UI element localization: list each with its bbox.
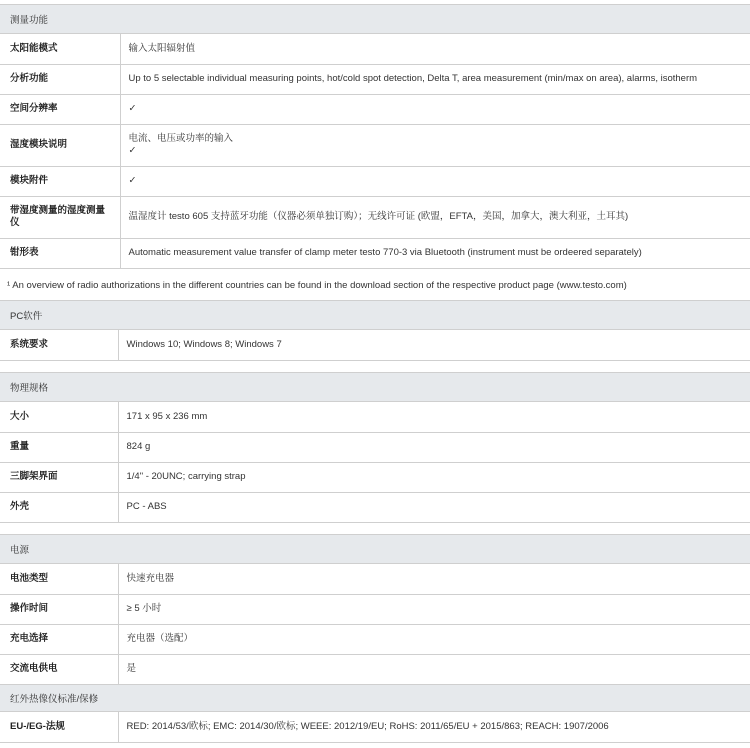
section-header: PC软件 xyxy=(0,300,750,330)
spec-value: 824 g xyxy=(118,432,750,462)
spec-value: 171 x 95 x 236 mm xyxy=(118,402,750,432)
spec-key: 电池类型 xyxy=(0,564,118,594)
spec-value: ≥ 5 小时 xyxy=(118,594,750,624)
table-row xyxy=(0,654,750,684)
section-pc-software xyxy=(0,300,750,361)
spec-key: 充电选择 xyxy=(0,624,118,654)
table-row xyxy=(0,432,750,462)
spec-table xyxy=(0,34,750,269)
table-row xyxy=(0,196,750,238)
section-standards-warranty xyxy=(0,684,750,743)
spec-key: 外壳 xyxy=(0,492,118,522)
spec-table xyxy=(0,564,750,685)
spec-value xyxy=(120,124,750,166)
table-row xyxy=(0,712,750,742)
table-row xyxy=(0,64,750,94)
spec-value: Windows 10; Windows 8; Windows 7 xyxy=(118,330,750,360)
section-physical-specs xyxy=(0,372,750,523)
spec-key: 系统要求 xyxy=(0,330,118,360)
section-header: 电源 xyxy=(0,534,750,564)
section-header: 红外热像仪标准/保修 xyxy=(0,684,750,712)
spec-key: 模块附件 xyxy=(0,166,120,196)
spec-value: 温湿度计 testo 605 支持蓝牙功能（仪器必须单独订购）；无线许可证 (欧盟，EFTA，美国，加拿大，澳大利亚，土耳其) xyxy=(120,196,750,238)
spec-table xyxy=(0,330,750,361)
section-measurement-functions xyxy=(0,4,750,269)
spec-value: Automatic measurement value transfer of clamp meter testo 770-3 via Bluetooth (instrument must be ordeered separately) xyxy=(120,238,750,268)
table-row xyxy=(0,34,750,64)
spec-key: 湿度模块说明 xyxy=(0,124,120,166)
spec-value: ✓ xyxy=(120,94,750,124)
spec-key: 分析功能 xyxy=(0,64,120,94)
spec-table xyxy=(0,402,750,523)
table-row xyxy=(0,166,750,196)
spec-key: 钳形表 xyxy=(0,238,120,268)
spec-value: RED: 2014/53/欧标; EMC: 2014/30/欧标; WEEE: 2012/19/EU; RoHS: 2011/65/EU + 2015/863; REACH: 1907/2006 xyxy=(118,712,750,742)
section-power xyxy=(0,534,750,685)
spec-value: PC - ABS xyxy=(118,492,750,522)
spec-value: Up to 5 selectable individual measuring points, hot/cold spot detection, Delta T, area measurement (min/max on area), alarms, isotherm xyxy=(120,64,750,94)
table-row xyxy=(0,238,750,268)
check-mark: ✓ xyxy=(128,145,137,156)
spec-key: 大小 xyxy=(0,402,118,432)
spec-key: 带湿度测量的湿度测量仪 xyxy=(0,196,120,238)
spec-key: 交流电供电 xyxy=(0,654,118,684)
table-row xyxy=(0,330,750,360)
spec-value: 1/4" - 20UNC; carrying strap xyxy=(118,462,750,492)
spec-value: 充电器（选配） xyxy=(118,624,750,654)
spec-value: ✓ xyxy=(120,166,750,196)
spec-table xyxy=(0,712,750,743)
spec-value: 是 xyxy=(118,654,750,684)
footnote: ¹ An overview of radio authorizations in the different countries can be found in the download section of the respective product page (www.testo.com) xyxy=(7,279,627,291)
spec-value: 输入太阳辐射值 xyxy=(120,34,750,64)
spec-key: 太阳能模式 xyxy=(0,34,120,64)
spec-key: 操作时间 xyxy=(0,594,118,624)
spec-value: 快速充电器 xyxy=(118,564,750,594)
spec-key: 重量 xyxy=(0,432,118,462)
section-header: 物理规格 xyxy=(0,372,750,402)
table-row xyxy=(0,124,750,166)
table-row xyxy=(0,94,750,124)
table-row xyxy=(0,624,750,654)
table-row xyxy=(0,594,750,624)
spec-key: 空间分辨率 xyxy=(0,94,120,124)
spec-value-line: 电流、电压或功率的输入 xyxy=(128,133,234,144)
section-header: 测量功能 xyxy=(0,4,750,34)
table-row xyxy=(0,564,750,594)
spec-key: EU-/EG-法规 xyxy=(0,712,118,742)
table-row xyxy=(0,402,750,432)
spec-key: 三脚架界面 xyxy=(0,462,118,492)
table-row xyxy=(0,462,750,492)
table-row xyxy=(0,492,750,522)
